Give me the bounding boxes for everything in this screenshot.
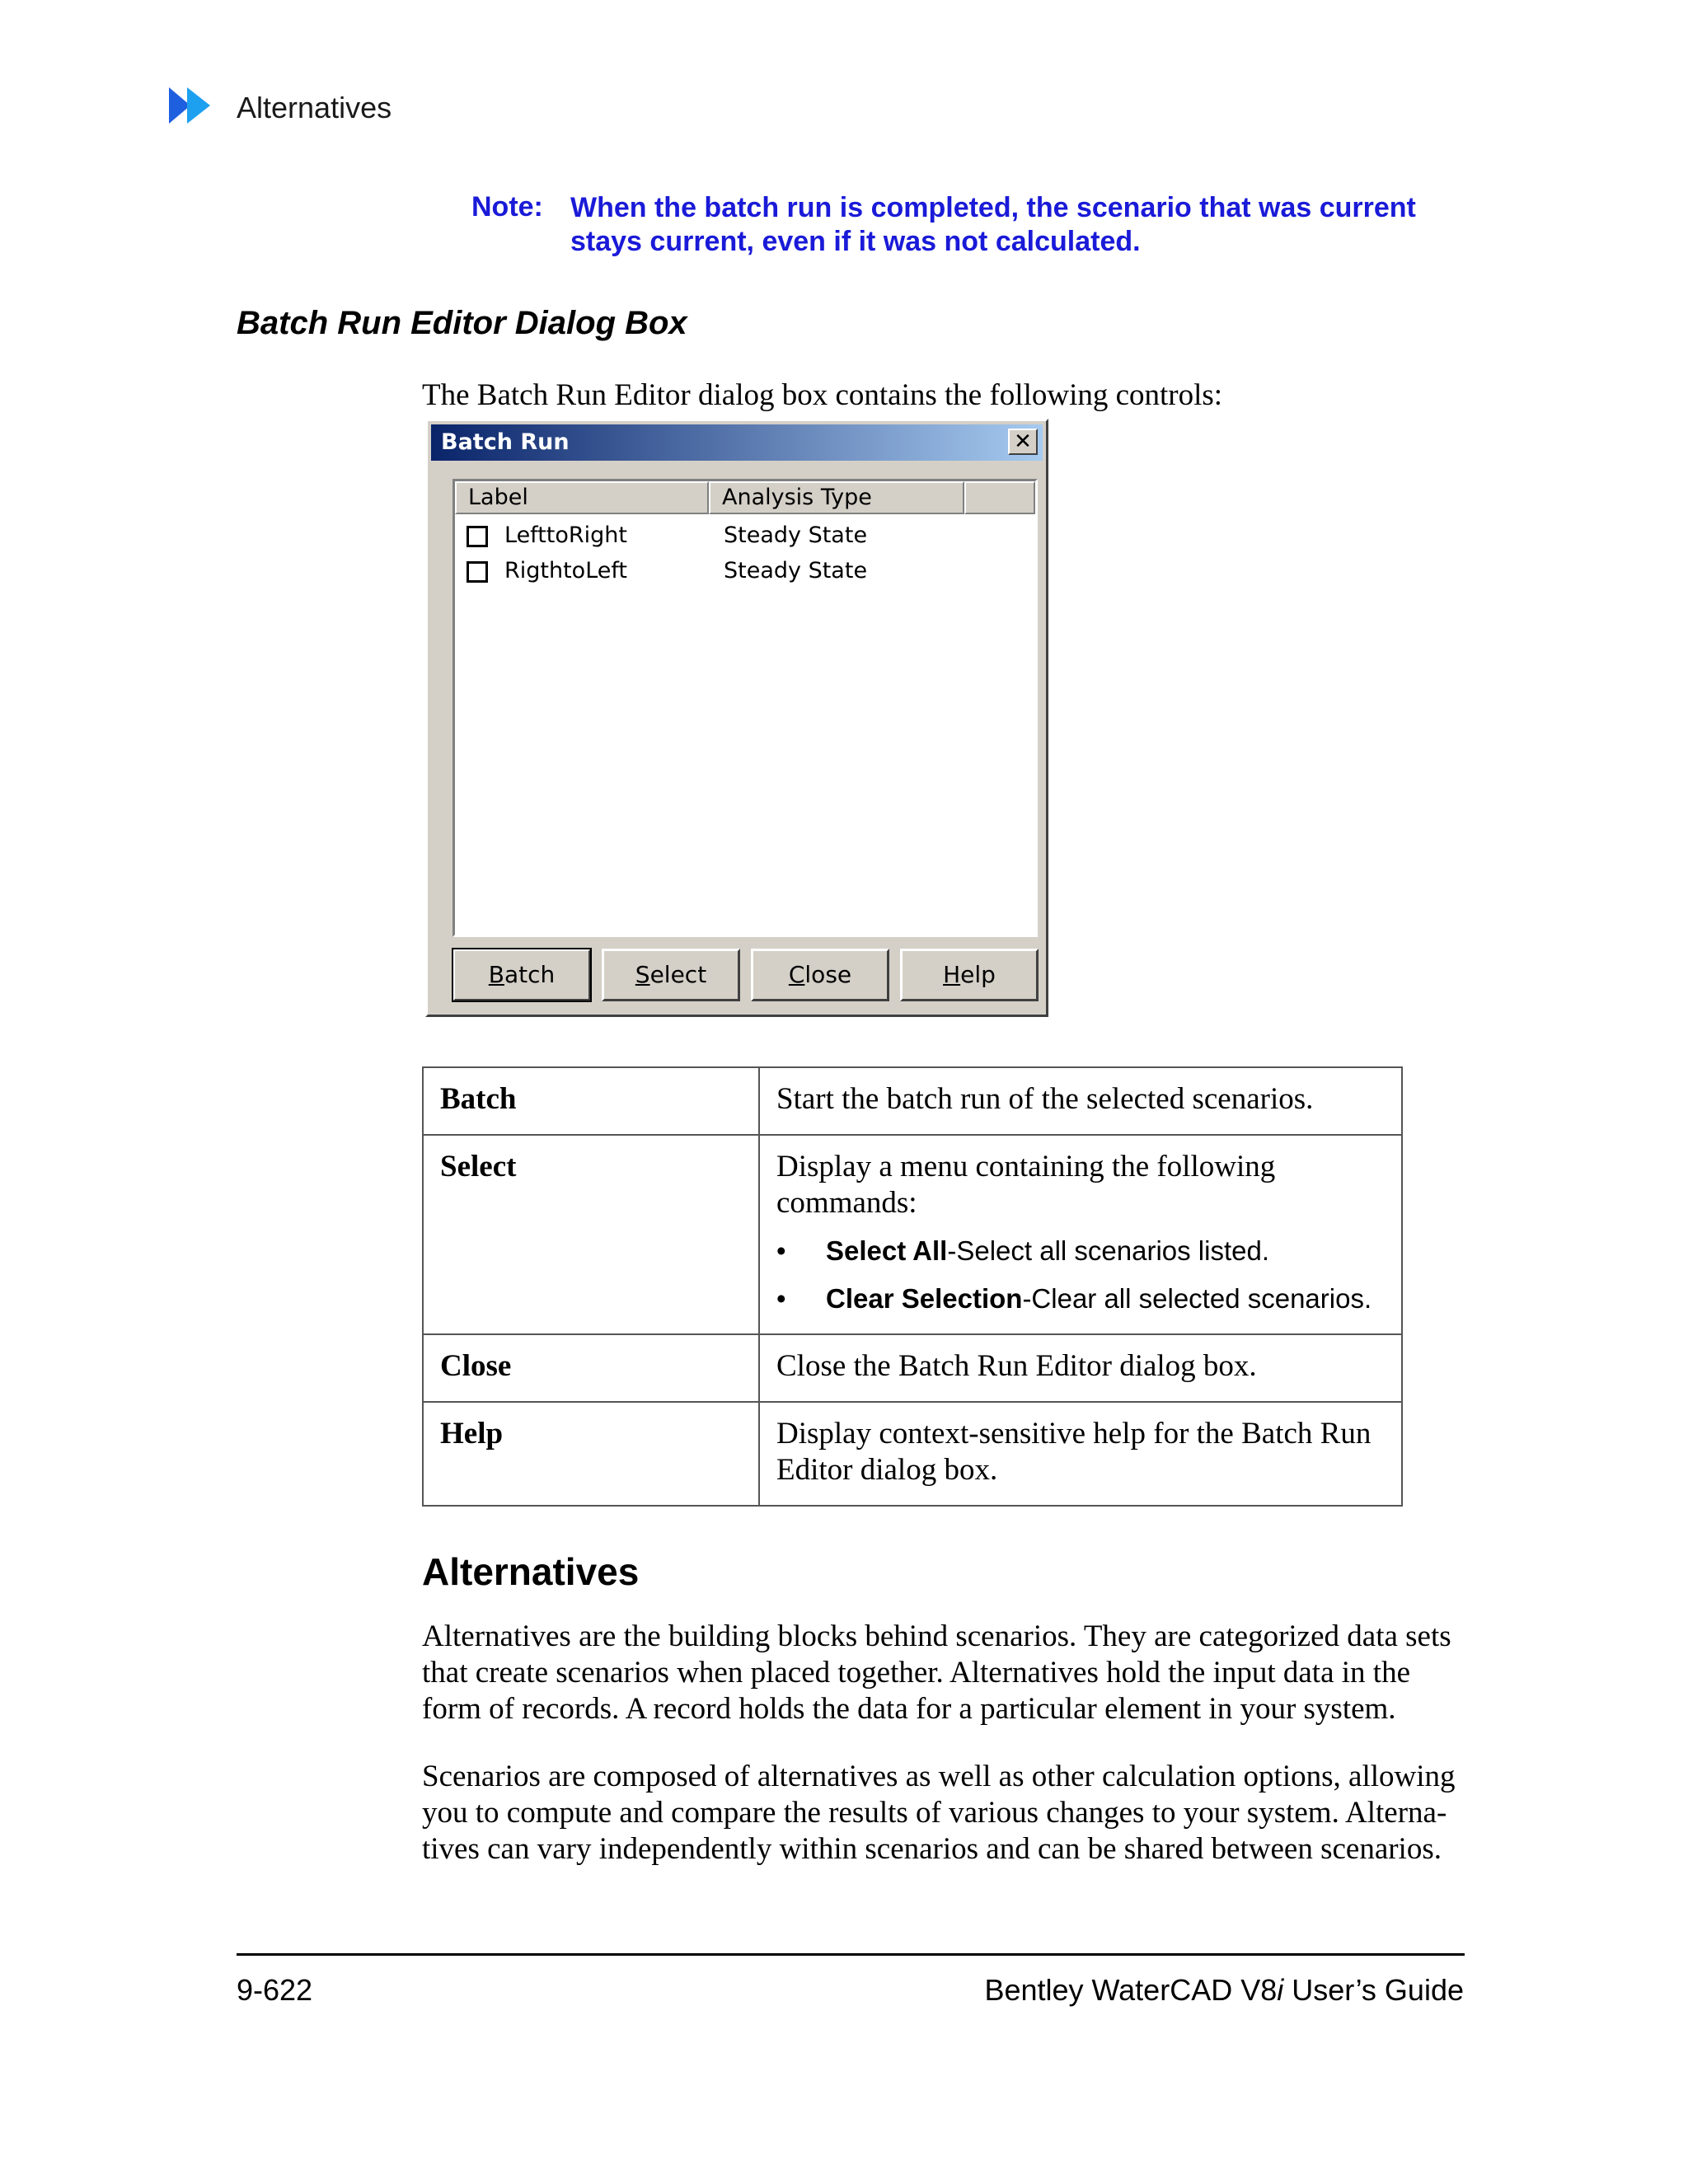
table-row — [423, 1135, 1402, 1334]
scenario-label: RigthtoLeft — [504, 558, 628, 583]
alternatives-heading: Alternatives — [422, 1550, 640, 1593]
analysis-type: Steady State — [724, 558, 868, 583]
scenario-list[interactable] — [452, 479, 1038, 937]
desc-select: Display a menu containing the following commands: — [776, 1150, 1276, 1220]
section-arrow-icon — [169, 87, 220, 124]
list-item[interactable] — [467, 521, 1027, 554]
help-label: elp — [960, 961, 996, 988]
note-text: When the batch run is completed, the scenario that was current stays current, even if it was not calculated. — [570, 192, 1416, 257]
column-header-analysis-type[interactable]: Analysis Type — [709, 481, 964, 514]
select-label: elect — [649, 961, 707, 988]
bullet-text: -Select all scenarios listed. — [947, 1235, 1270, 1266]
bullet-item — [776, 1281, 1385, 1317]
controls-table — [422, 1066, 1403, 1507]
checkbox[interactable] — [467, 526, 488, 547]
list-item[interactable] — [467, 556, 1027, 589]
batch-button[interactable] — [452, 949, 591, 1001]
analysis-type: Steady State — [724, 523, 868, 548]
intro-paragraph: The Batch Run Editor dialog box contains the following controls: — [422, 378, 1223, 412]
running-header-title: Alternatives — [237, 91, 392, 124]
select-button[interactable] — [602, 949, 740, 1001]
guide-title-italic: i — [1277, 1973, 1284, 2007]
section-heading: Batch Run Editor Dialog Box — [237, 305, 687, 341]
scenario-label: LefttoRight — [504, 523, 628, 548]
page-number: 9-622 — [237, 1973, 313, 2007]
term-batch: Batch — [423, 1067, 759, 1135]
batch-run-dialog — [425, 419, 1048, 1017]
alternatives-paragraph-1: Alternatives are the building blocks behind scenarios. They are categorized data sets that create scenarios when placed together. Alternatives hold the input data in the form of records. A record holds the data for a particular element in your system. — [422, 1619, 1451, 1726]
bullet-bold: Clear Selection — [826, 1283, 1023, 1314]
term-close: Close — [423, 1334, 759, 1402]
desc-close: Close the Batch Run Editor dialog box. — [759, 1334, 1402, 1402]
guide-title-prefix: Bentley WaterCAD V8 — [984, 1973, 1278, 2007]
bullet-item — [776, 1233, 1385, 1269]
footer-rule — [237, 1953, 1465, 1956]
batch-mnemonic: B — [488, 961, 504, 988]
table-row — [423, 1067, 1402, 1135]
dialog-title: Batch Run — [441, 429, 570, 455]
bullet-icon: • — [776, 1283, 786, 1314]
bullet-text: -Clear all selected scenarios. — [1022, 1283, 1372, 1314]
close-button[interactable] — [751, 949, 889, 1001]
term-help: Help — [423, 1402, 759, 1506]
desc-help: Display context-sensitive help for the Batch Run Editor dialog box. — [759, 1402, 1402, 1506]
close-label: lose — [804, 961, 852, 988]
guide-title-suffix: User’s Guide — [1283, 1973, 1464, 2007]
help-button[interactable] — [900, 949, 1039, 1001]
desc-batch: Start the batch run of the selected scenarios. — [759, 1067, 1402, 1135]
note-label: Note: — [471, 191, 543, 223]
close-mnemonic: C — [788, 961, 805, 988]
desc-select-cell — [759, 1135, 1402, 1334]
table-row — [423, 1334, 1402, 1402]
dialog-title-bar — [431, 424, 1043, 461]
column-header-label[interactable]: Label — [455, 481, 709, 514]
bullet-bold: Select All — [826, 1235, 948, 1266]
help-mnemonic: H — [943, 961, 961, 988]
checkbox[interactable] — [467, 561, 488, 583]
table-row — [423, 1402, 1402, 1506]
select-mnemonic: S — [635, 961, 650, 988]
close-icon[interactable]: ✕ — [1008, 429, 1038, 455]
bullet-icon: • — [776, 1235, 786, 1266]
batch-label: atch — [504, 961, 556, 988]
alternatives-paragraph-2: Scenarios are composed of alternatives as well as other calculation options, allowing you to compute and compare the results of various changes to your system. Alterna-tives can vary independently within scenarios and can be shared between scenarios. — [422, 1760, 1456, 1866]
term-select: Select — [423, 1135, 759, 1334]
guide-title — [984, 1973, 1464, 2008]
column-header-empty — [964, 481, 1035, 514]
